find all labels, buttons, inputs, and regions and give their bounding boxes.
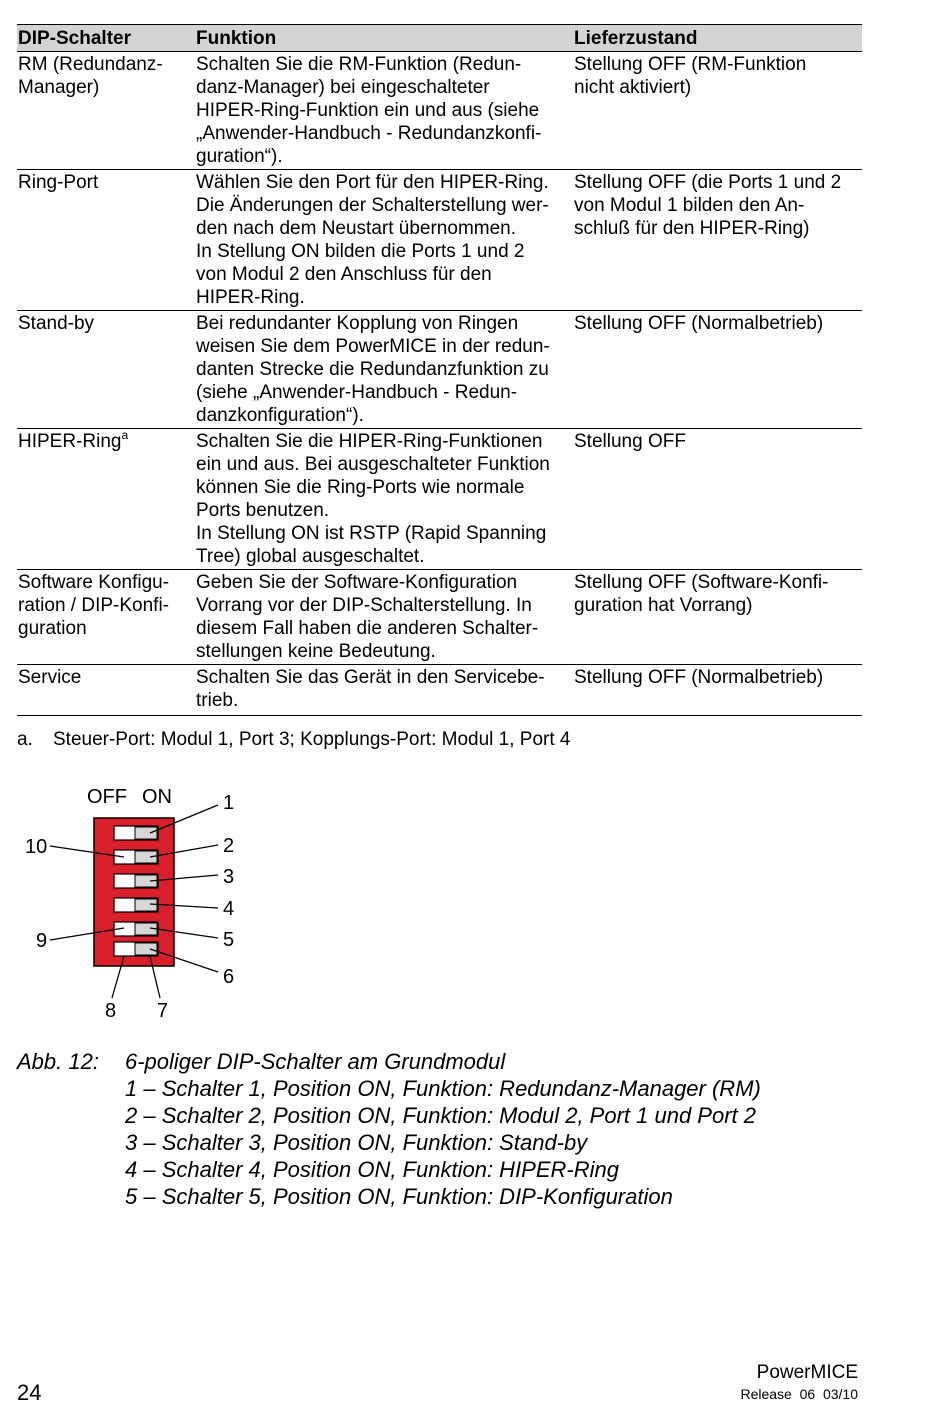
function-text-line: „Anwender-Handbuch - Redundanzkonfi- (196, 123, 542, 144)
function-cell (196, 312, 574, 428)
function-text-line: Tree) global ausgeschaltet. (196, 546, 425, 567)
caption-line: 3 – Schalter 3, Position ON, Funktion: Stand-by (125, 1130, 588, 1155)
table-row (17, 429, 862, 570)
switch-text-line: HIPER-Ring (18, 431, 122, 452)
dip-switch-illustration (0, 780, 300, 1030)
function-text-line: stellungen keine Bedeutung. (196, 641, 436, 662)
function-text-line: Schalten Sie das Gerät in den Servicebe- (196, 667, 545, 688)
function-text-line: weisen Sie dem PowerMICE in der redun- (196, 336, 550, 357)
table-row (17, 311, 862, 429)
caption-title: 6-poliger DIP-Schalter am Grundmodul (125, 1049, 506, 1074)
page-number: 24 (17, 1380, 42, 1405)
callout-3: 3 (223, 866, 235, 888)
callout-7: 7 (157, 1000, 169, 1022)
table-row (17, 170, 862, 311)
function-text-line: können Sie die Ring-Ports wie normale (196, 477, 525, 498)
callout-8: 8 (105, 1000, 117, 1022)
function-cell (196, 571, 574, 664)
switch-text-line: Service (18, 667, 82, 688)
switch-slot (114, 898, 158, 912)
default-text-line: Stellung OFF (Normalbetrieb) (574, 313, 824, 334)
function-text-line: HIPER-Ring. (196, 287, 305, 308)
footnote-mark: a. (17, 729, 33, 750)
table-row (17, 52, 862, 170)
table-header-row (17, 25, 862, 52)
function-text-line: Die Änderungen der Schalterstellung wer- (196, 195, 549, 216)
on-label: ON (142, 786, 172, 808)
function-cell (196, 666, 574, 715)
default-text-line: schluß für den HIPER-Ring) (574, 218, 810, 239)
header-default-state: Lieferzustand (574, 28, 698, 49)
default-text-line: guration hat Vorrang) (574, 595, 753, 616)
function-text-line: Ports benutzen. (196, 500, 330, 521)
function-text-line: guration“). (196, 146, 283, 167)
default-cell (574, 312, 862, 428)
function-text-line: danzkonfiguration“). (196, 405, 364, 426)
function-text-line: von Modul 2 den Anschluss für den (196, 264, 492, 285)
callout-1: 1 (223, 792, 235, 814)
switch-cell (17, 430, 196, 569)
product-name: PowerMICE (756, 1362, 858, 1383)
switch-cell (17, 171, 196, 310)
function-text-line: den nach dem Neustart übernommen. (196, 218, 517, 239)
callout-4: 4 (223, 898, 235, 920)
default-text-line: Stellung OFF (574, 431, 686, 452)
function-text-line: In Stellung ON bilden die Ports 1 und 2 (196, 241, 525, 262)
function-text-line: ein und aus. Bei ausgeschalteter Funktion (196, 454, 550, 475)
caption-line: 5 – Schalter 5, Position ON, Funktion: DIP-Konfiguration (125, 1184, 673, 1209)
callout-9: 9 (36, 930, 48, 952)
caption-line: 4 – Schalter 4, Position ON, Funktion: HIPER-Ring (125, 1157, 619, 1182)
switch-text-line: Ring-Port (18, 172, 99, 193)
release-info: Release 06 03/10 (740, 1386, 858, 1402)
switch-text-line: Stand-by (18, 313, 95, 334)
dip-switch-table (17, 24, 862, 716)
table-row (17, 570, 862, 665)
default-text-line: Stellung OFF (RM-Funktion (574, 54, 807, 75)
caption-lines (125, 1048, 761, 1210)
default-cell (574, 171, 862, 310)
caption-line: 2 – Schalter 2, Position ON, Funktion: Modul 2, Port 1 und Port 2 (125, 1103, 756, 1128)
switch-cell (17, 571, 196, 664)
switch-cell (17, 666, 196, 715)
switch-cell (17, 312, 196, 428)
callout-6: 6 (223, 966, 235, 988)
default-text-line: von Modul 1 bilden den An- (574, 195, 805, 216)
function-cell (196, 171, 574, 310)
function-text-line: trieb. (196, 690, 239, 711)
default-cell (574, 430, 862, 569)
function-text-line: Vorrang vor der DIP-Schalterstellung. In (196, 595, 532, 616)
footnote-text: Steuer-Port: Modul 1, Port 3; Kopplungs-Port: Modul 1, Port 4 (53, 729, 571, 750)
function-text-line: diesem Fall haben die anderen Schalter- (196, 618, 539, 639)
function-text-line: Schalten Sie die RM-Funktion (Redun- (196, 54, 522, 75)
function-text-line: In Stellung ON ist RSTP (Rapid Spanning (196, 523, 547, 544)
switch-text-line: Software Konfigu- (18, 572, 170, 593)
default-text-line: Stellung OFF (Normalbetrieb) (574, 667, 824, 688)
callout-2: 2 (223, 835, 235, 857)
switch-text-line: guration (18, 618, 87, 639)
function-text-line: HIPER-Ring-Funktion ein und aus (siehe (196, 100, 540, 121)
default-cell (574, 53, 862, 169)
table-row (17, 665, 862, 716)
function-text-line: Wählen Sie den Port für den HIPER-Ring. (196, 172, 549, 193)
dip-switch-diagram (0, 780, 300, 1030)
switch-text-line-wrap (18, 430, 196, 453)
function-text-line: Geben Sie der Software-Konfiguration (196, 572, 518, 593)
header-dip-switch: DIP-Schalter (18, 28, 131, 49)
function-cell (196, 430, 574, 569)
function-text-line: Schalten Sie die HIPER-Ring-Funktionen (196, 431, 543, 452)
default-text-line: Stellung OFF (Software-Konfi- (574, 572, 829, 593)
function-text-line: Bei redundanter Kopplung von Ringen (196, 313, 519, 334)
function-cell (196, 53, 574, 169)
function-text-line: danten Strecke die Redundanzfunktion zu (196, 359, 549, 380)
switch-cell (17, 53, 196, 169)
switch-text-line: Manager) (18, 77, 100, 98)
callout-5: 5 (223, 929, 235, 951)
switch-text-line: RM (Redundanz- (18, 54, 163, 75)
default-cell (574, 571, 862, 664)
default-text-line: Stellung OFF (die Ports 1 und 2 (574, 172, 842, 193)
figure-label: Abb. 12: (17, 1049, 99, 1074)
footnote-ref: a (121, 428, 129, 442)
caption-line: 1 – Schalter 1, Position ON, Funktion: Redundanz-Manager (RM) (125, 1076, 761, 1101)
off-label: OFF (87, 786, 127, 808)
function-text-line: (siehe „Anwender-Handbuch - Redun- (196, 382, 518, 403)
header-function: Funktion (196, 28, 277, 49)
callout-10: 10 (25, 836, 48, 858)
default-text-line: nicht aktiviert) (574, 77, 692, 98)
default-cell (574, 666, 862, 715)
table-footnote (17, 728, 570, 751)
function-text-line: danz-Manager) bei eingeschalteter (196, 77, 490, 98)
switch-text-line: ration / DIP-Konfi- (18, 595, 169, 616)
